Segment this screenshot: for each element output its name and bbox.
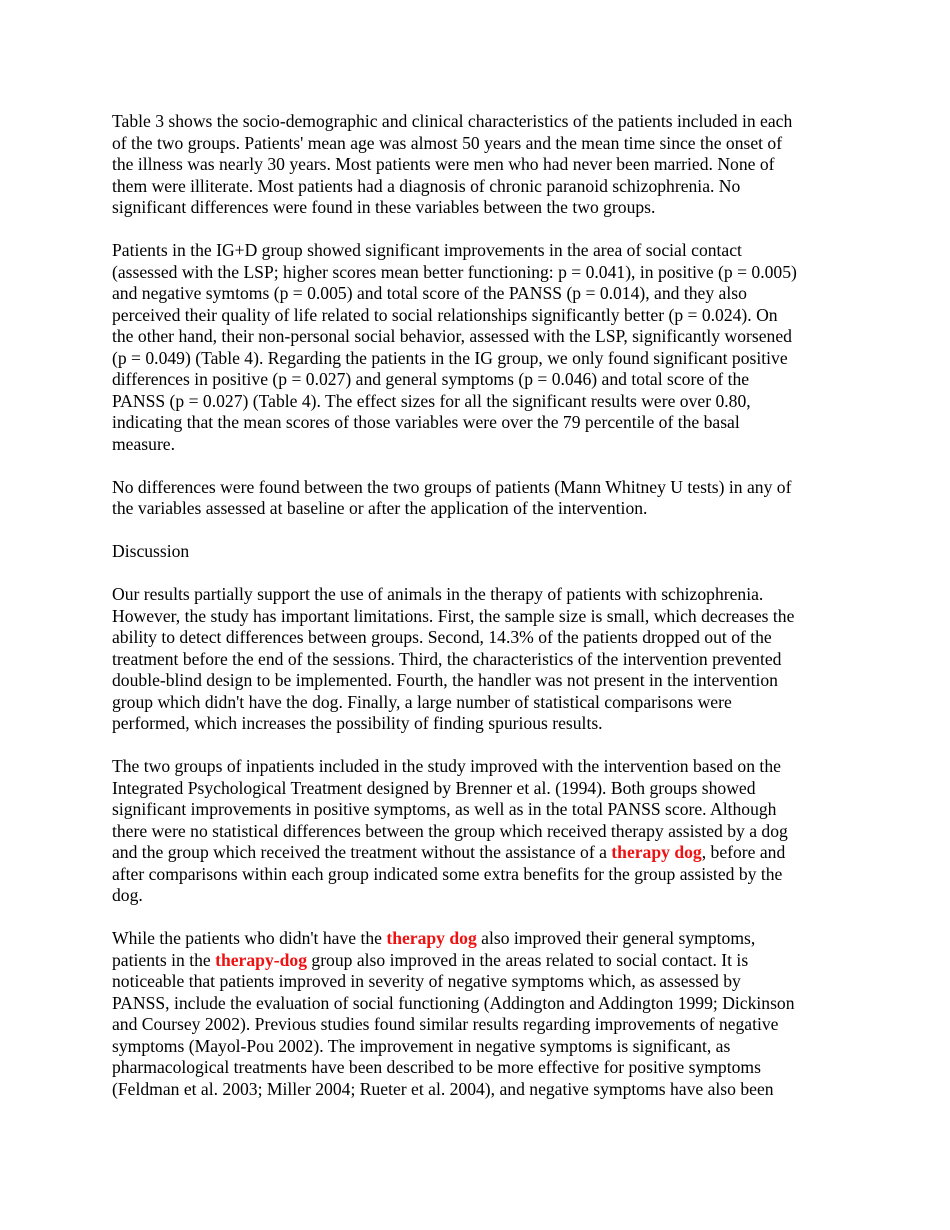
text-segment: , before and	[701, 842, 786, 862]
text-line	[112, 348, 842, 370]
text-segment: them were illiterate. Most patients had a diagnosis of chronic paranoid schizophrenia. No	[112, 175, 741, 196]
text-line	[112, 391, 842, 413]
text-segment: Patients in the IG+D group showed significant improvements in the area of social contact	[112, 240, 742, 260]
text-line	[112, 111, 842, 133]
highlighted-term: therapy dog	[386, 928, 477, 948]
text-segment: performed, which increases the possibility of finding spurious results.	[112, 713, 603, 733]
text-line	[112, 326, 842, 348]
text-segment: Discussion	[112, 541, 190, 561]
text-line	[112, 1057, 842, 1079]
text-segment: Integrated Psychological Treatment designed by Brenner et al. (1994). Both groups showed	[112, 777, 756, 798]
text-segment: double-blind design to be implemented. Fourth, the handler was not present in the intervention	[112, 670, 778, 690]
highlighted-term: therapy-dog	[215, 949, 307, 970]
paragraph	[112, 928, 842, 1100]
text-segment: there were no statistical differences between the group which received therapy assisted by a dog	[112, 820, 788, 841]
text-segment: While the patients who didn't have the	[112, 928, 387, 948]
text-segment: of the two groups. Patients' mean age was almost 50 years and the mean time since the onset of	[112, 132, 783, 153]
text-line	[112, 262, 842, 284]
text-line	[112, 584, 842, 606]
text-line	[112, 133, 842, 155]
text-line	[112, 928, 842, 950]
text-line	[112, 477, 842, 499]
text-segment: perceived their quality of life related to social relationships significantly better (p = 0.024). On	[112, 304, 778, 325]
text-segment: PANSS, include the evaluation of social functioning (Addington and Addington 1999; Dickinson	[112, 992, 795, 1013]
text-line	[112, 627, 842, 649]
text-segment: dog.	[112, 885, 143, 905]
text-line	[112, 842, 842, 864]
text-segment: after comparisons within each group indicated some extra benefits for the group assisted by the	[112, 863, 783, 884]
text-line	[112, 756, 842, 778]
text-segment: (p = 0.049) (Table 4). Regarding the patients in the IG group, we only found significant positive	[112, 347, 788, 368]
text-line	[112, 692, 842, 714]
text-line	[112, 713, 842, 735]
paragraph	[112, 477, 842, 520]
text-segment: (Feldman et al. 2003; Miller 2004; Rueter et al. 2004), and negative symptoms have also been	[112, 1078, 774, 1099]
text-line	[112, 778, 842, 800]
text-line	[112, 240, 842, 262]
text-segment: The two groups of inpatients included in the study improved with the intervention based on the	[112, 756, 781, 776]
text-line	[112, 434, 842, 456]
text-line	[112, 821, 842, 843]
text-line	[112, 799, 842, 821]
text-line	[112, 176, 842, 198]
text-line	[112, 885, 842, 907]
text-line	[112, 1079, 842, 1101]
text-segment: also improved their general symptoms,	[476, 928, 756, 948]
text-segment: noticeable that patients improved in severity of negative symptoms which, as assessed by	[112, 971, 741, 991]
text-segment: the illness was nearly 30 years. Most patients were men who had never been married. None of	[112, 154, 775, 174]
text-line	[112, 305, 842, 327]
text-line	[112, 1036, 842, 1058]
text-line	[112, 649, 842, 671]
text-line	[112, 541, 842, 563]
text-segment: PANSS (p = 0.027) (Table 4). The effect sizes for all the significant results were over 0.80,	[112, 390, 751, 411]
text-line	[112, 369, 842, 391]
text-segment: ability to detect differences between groups. Second, 14.3% of the patients dropped out of the	[112, 627, 772, 647]
text-segment: (assessed with the LSP; higher scores mean better functioning: p = 0.041), in positive (p = 0.005)	[112, 261, 797, 282]
text-line	[112, 971, 842, 993]
paragraph	[112, 111, 842, 219]
text-segment: the variables assessed at baseline or after the application of the intervention.	[112, 498, 648, 518]
paragraph	[112, 240, 842, 455]
text-segment: No differences were found between the two groups of patients (Mann Whitney U tests) in any of	[112, 476, 792, 497]
text-segment: significant improvements in positive symptoms, as well as in the total PANSS score. Although	[112, 799, 777, 819]
highlighted-term: therapy dog	[611, 842, 702, 862]
text-segment: However, the study has important limitations. First, the sample size is small, which decreases the	[112, 605, 795, 626]
text-line	[112, 154, 842, 176]
paragraph	[112, 584, 842, 735]
text-line	[112, 283, 842, 305]
text-line	[112, 197, 842, 219]
text-line	[112, 412, 842, 434]
text-line	[112, 606, 842, 628]
text-line	[112, 993, 842, 1015]
document-page	[112, 111, 842, 1122]
text-line	[112, 1014, 842, 1036]
text-segment: treatment before the end of the sessions. Third, the characteristics of the intervention prevented	[112, 648, 782, 669]
text-segment: the other hand, their non-personal social behavior, assessed with the LSP, significantly worsened	[112, 326, 792, 346]
text-line	[112, 498, 842, 520]
paragraph	[112, 756, 842, 907]
text-segment: and Coursey 2002). Previous studies found similar results regarding improvements of negative	[112, 1014, 779, 1034]
text-segment: and negative symtoms (p = 0.005) and total score of the PANSS (p = 0.014), and they also	[112, 283, 747, 303]
text-segment: and the group which received the treatment without the assistance of a	[112, 842, 612, 862]
section-heading	[112, 541, 842, 563]
text-line	[112, 950, 842, 972]
text-segment: Our results partially support the use of animals in the therapy of patients with schizophrenia.	[112, 584, 764, 604]
text-segment: significant differences were found in these variables between the two groups.	[112, 197, 656, 217]
text-segment: pharmacological treatments have been described to be more effective for positive symptoms	[112, 1057, 761, 1077]
text-line	[112, 670, 842, 692]
text-segment: group which didn't have the dog. Finally, a large number of statistical comparisons were	[112, 691, 732, 712]
text-line	[112, 864, 842, 886]
text-segment: group also improved in the areas related to social contact. It is	[307, 949, 749, 970]
text-segment: differences in positive (p = 0.027) and general symptoms (p = 0.046) and total score of the	[112, 369, 750, 389]
text-segment: patients in the	[112, 949, 216, 970]
text-segment: Table 3 shows the socio-demographic and clinical characteristics of the patients included in each	[112, 111, 793, 131]
text-segment: symptoms (Mayol-Pou 2002). The improvement in negative symptoms is significant, as	[112, 1035, 731, 1056]
text-segment: measure.	[112, 433, 176, 454]
text-segment: indicating that the mean scores of those variables were over the 79 percentile of the basal	[112, 412, 740, 432]
